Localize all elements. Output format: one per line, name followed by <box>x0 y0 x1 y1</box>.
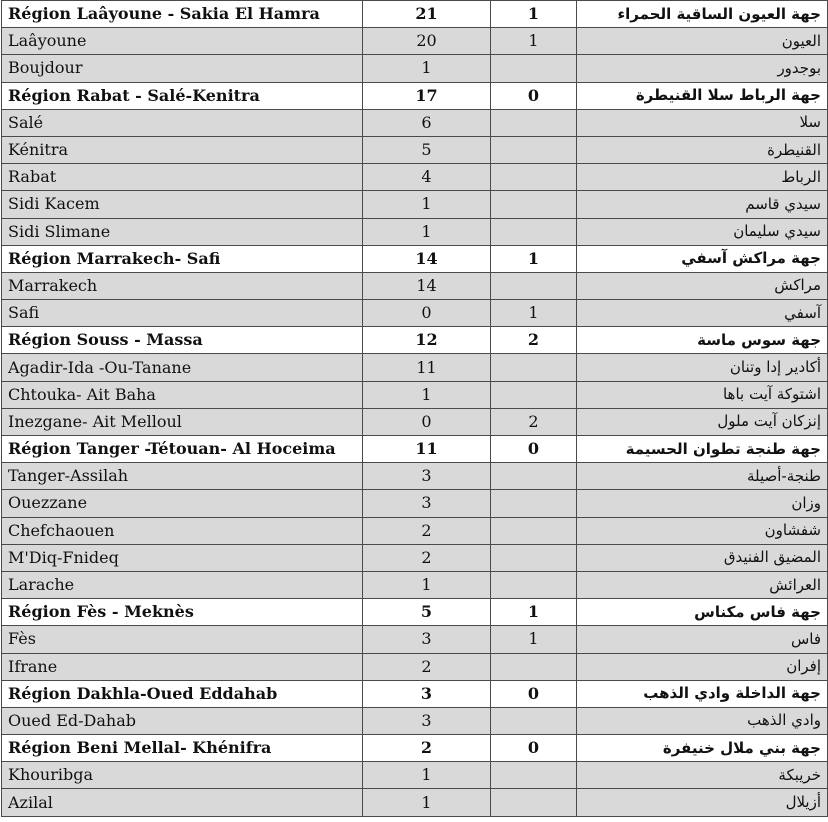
secondary-count-cell: 1 <box>491 28 577 55</box>
total-count-cell: 14 <box>363 272 491 299</box>
french-name-cell: Larache <box>2 571 363 598</box>
arabic-name-cell: جهة العيون الساقية الحمراء <box>577 1 828 28</box>
secondary-count-cell: 1 <box>491 599 577 626</box>
secondary-count-cell: 0 <box>491 436 577 463</box>
french-name-cell: Agadir-Ida -Ou-Tanane <box>2 354 363 381</box>
secondary-count-cell: 1 <box>491 626 577 653</box>
arabic-name-cell: جهة الرباط سلا القنيطرة <box>577 82 828 109</box>
total-count-cell: 3 <box>363 626 491 653</box>
total-count-cell: 2 <box>363 735 491 762</box>
arabic-name-cell: جهة مراكش آسفي <box>577 245 828 272</box>
arabic-name-cell: جهة سوس ماسة <box>577 327 828 354</box>
french-name-cell: Région Dakhla-Oued Eddahab <box>2 680 363 707</box>
french-name-cell: Région Fès - Meknès <box>2 599 363 626</box>
total-count-cell: 2 <box>363 544 491 571</box>
arabic-name-cell: إفران <box>577 653 828 680</box>
secondary-count-cell: 1 <box>491 245 577 272</box>
region-row <box>2 1 828 28</box>
province-row <box>2 517 828 544</box>
total-count-cell: 1 <box>363 55 491 82</box>
arabic-name-cell: جهة بني ملال خنيفرة <box>577 735 828 762</box>
total-count-cell: 11 <box>363 354 491 381</box>
province-row <box>2 544 828 571</box>
french-name-cell: Ifrane <box>2 653 363 680</box>
secondary-count-cell <box>491 164 577 191</box>
arabic-name-cell: أكادير إدا وتنان <box>577 354 828 381</box>
arabic-name-cell: طنجة-أصيلة <box>577 463 828 490</box>
arabic-name-cell: جهة فاس مكناس <box>577 599 828 626</box>
arabic-name-cell: وادي الذهب <box>577 707 828 734</box>
total-count-cell: 1 <box>363 218 491 245</box>
french-name-cell: Région Rabat - Salé-Kenitra <box>2 82 363 109</box>
secondary-count-cell <box>491 653 577 680</box>
arabic-name-cell: القنيطرة <box>577 136 828 163</box>
french-name-cell: Khouribga <box>2 762 363 789</box>
total-count-cell: 21 <box>363 1 491 28</box>
french-name-cell: Safi <box>2 300 363 327</box>
secondary-count-cell: 1 <box>491 300 577 327</box>
total-count-cell: 2 <box>363 517 491 544</box>
province-row <box>2 707 828 734</box>
total-count-cell: 0 <box>363 408 491 435</box>
arabic-name-cell: العرائش <box>577 571 828 598</box>
arabic-name-cell: بوجدور <box>577 55 828 82</box>
arabic-name-cell: سلا <box>577 109 828 136</box>
secondary-count-cell <box>491 191 577 218</box>
province-row <box>2 762 828 789</box>
province-row <box>2 354 828 381</box>
total-count-cell: 1 <box>363 381 491 408</box>
secondary-count-cell <box>491 490 577 517</box>
province-row <box>2 408 828 435</box>
secondary-count-cell <box>491 707 577 734</box>
total-count-cell: 14 <box>363 245 491 272</box>
province-row <box>2 109 828 136</box>
total-count-cell: 11 <box>363 436 491 463</box>
french-name-cell: Région Laâyoune - Sakia El Hamra <box>2 1 363 28</box>
secondary-count-cell <box>491 55 577 82</box>
secondary-count-cell: 0 <box>491 82 577 109</box>
arabic-name-cell: الرباط <box>577 164 828 191</box>
french-name-cell: Salé <box>2 109 363 136</box>
french-name-cell: Région Beni Mellal- Khénifra <box>2 735 363 762</box>
total-count-cell: 3 <box>363 680 491 707</box>
french-name-cell: Rabat <box>2 164 363 191</box>
french-name-cell: Sidi Slimane <box>2 218 363 245</box>
total-count-cell: 20 <box>363 28 491 55</box>
secondary-count-cell <box>491 463 577 490</box>
province-row <box>2 272 828 299</box>
secondary-count-cell: 2 <box>491 327 577 354</box>
province-row <box>2 28 828 55</box>
regions-table-body <box>2 1 828 817</box>
regions-table <box>1 0 828 817</box>
french-name-cell: Chefchaouen <box>2 517 363 544</box>
province-row <box>2 653 828 680</box>
arabic-name-cell: اشتوكة آيت باها <box>577 381 828 408</box>
arabic-name-cell: آسفي <box>577 300 828 327</box>
province-row <box>2 136 828 163</box>
total-count-cell: 3 <box>363 463 491 490</box>
province-row <box>2 381 828 408</box>
french-name-cell: Kénitra <box>2 136 363 163</box>
region-row <box>2 436 828 463</box>
secondary-count-cell <box>491 136 577 163</box>
total-count-cell: 3 <box>363 707 491 734</box>
total-count-cell: 1 <box>363 191 491 218</box>
total-count-cell: 0 <box>363 300 491 327</box>
province-row <box>2 300 828 327</box>
secondary-count-cell <box>491 109 577 136</box>
arabic-name-cell: جهة الداخلة وادي الذهب <box>577 680 828 707</box>
region-row <box>2 82 828 109</box>
province-row <box>2 191 828 218</box>
total-count-cell: 3 <box>363 490 491 517</box>
french-name-cell: M'Diq-Fnideq <box>2 544 363 571</box>
french-name-cell: Chtouka- Ait Baha <box>2 381 363 408</box>
secondary-count-cell <box>491 517 577 544</box>
province-row <box>2 55 828 82</box>
total-count-cell: 5 <box>363 136 491 163</box>
french-name-cell: Tanger-Assilah <box>2 463 363 490</box>
total-count-cell: 1 <box>363 571 491 598</box>
french-name-cell: Boujdour <box>2 55 363 82</box>
province-row <box>2 463 828 490</box>
french-name-cell: Laâyoune <box>2 28 363 55</box>
french-name-cell: Azilal <box>2 789 363 816</box>
province-row <box>2 218 828 245</box>
total-count-cell: 17 <box>363 82 491 109</box>
arabic-name-cell: المضيق الفنيدق <box>577 544 828 571</box>
total-count-cell: 2 <box>363 653 491 680</box>
french-name-cell: Oued Ed-Dahab <box>2 707 363 734</box>
french-name-cell: Région Marrakech- Safi <box>2 245 363 272</box>
secondary-count-cell <box>491 571 577 598</box>
arabic-name-cell: شفشاون <box>577 517 828 544</box>
arabic-name-cell: جهة طنجة تطوان الحسيمة <box>577 436 828 463</box>
province-row <box>2 626 828 653</box>
province-row <box>2 164 828 191</box>
region-row <box>2 245 828 272</box>
province-row <box>2 789 828 816</box>
arabic-name-cell: وزان <box>577 490 828 517</box>
french-name-cell: Marrakech <box>2 272 363 299</box>
arabic-name-cell: سيدي قاسم <box>577 191 828 218</box>
region-row <box>2 735 828 762</box>
region-row <box>2 680 828 707</box>
total-count-cell: 1 <box>363 762 491 789</box>
secondary-count-cell: 0 <box>491 680 577 707</box>
secondary-count-cell <box>491 544 577 571</box>
french-name-cell: Ouezzane <box>2 490 363 517</box>
region-row <box>2 599 828 626</box>
arabic-name-cell: أزيلال <box>577 789 828 816</box>
secondary-count-cell: 0 <box>491 735 577 762</box>
arabic-name-cell: العيون <box>577 28 828 55</box>
secondary-count-cell: 1 <box>491 1 577 28</box>
total-count-cell: 1 <box>363 789 491 816</box>
secondary-count-cell: 2 <box>491 408 577 435</box>
secondary-count-cell <box>491 218 577 245</box>
secondary-count-cell <box>491 762 577 789</box>
arabic-name-cell: خريبكة <box>577 762 828 789</box>
total-count-cell: 4 <box>363 164 491 191</box>
secondary-count-cell <box>491 381 577 408</box>
secondary-count-cell <box>491 272 577 299</box>
total-count-cell: 5 <box>363 599 491 626</box>
french-name-cell: Fès <box>2 626 363 653</box>
arabic-name-cell: فاس <box>577 626 828 653</box>
secondary-count-cell <box>491 354 577 381</box>
french-name-cell: Inezgane- Ait Melloul <box>2 408 363 435</box>
french-name-cell: Région Souss - Massa <box>2 327 363 354</box>
arabic-name-cell: سيدي سليمان <box>577 218 828 245</box>
region-row <box>2 327 828 354</box>
total-count-cell: 6 <box>363 109 491 136</box>
arabic-name-cell: مراكش <box>577 272 828 299</box>
secondary-count-cell <box>491 789 577 816</box>
french-name-cell: Sidi Kacem <box>2 191 363 218</box>
province-row <box>2 490 828 517</box>
arabic-name-cell: إنزكان آيت ملول <box>577 408 828 435</box>
total-count-cell: 12 <box>363 327 491 354</box>
province-row <box>2 571 828 598</box>
french-name-cell: Région Tanger -Tétouan- Al Hoceima <box>2 436 363 463</box>
